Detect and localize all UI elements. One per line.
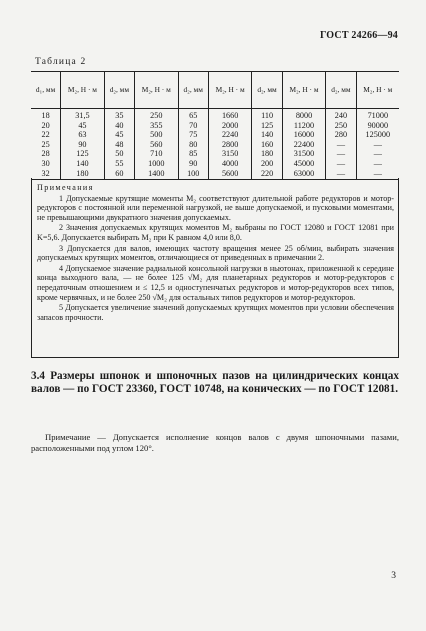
table-cell: 250 [326, 121, 356, 131]
table-cell: 4000 [208, 159, 252, 169]
torque-table [31, 71, 399, 180]
table-cell: — [356, 169, 399, 180]
column-header: M₂, Н · м [356, 72, 399, 109]
section-3-4-text: 3.4 Размеры шпонок и шпоночных пазов на цилиндрических концах валов — по ГОСТ 23360, ГОСТ 10748, на конических — по ГОСТ 12081. [31, 370, 399, 396]
final-note: Примечание — Допускается исполнение концов валов с двумя шпоночными пазами, расположенными под углом 120°. [31, 432, 399, 453]
table-cell: 45 [104, 130, 134, 140]
table-cell: 2000 [208, 121, 252, 131]
table-cell: 200 [252, 159, 282, 169]
table-cell: 90 [61, 140, 105, 150]
note-item: 4 Допускаемое значение радиальной консольной нагрузки в ньютонах, приложенной к середине конца выходного вала, — не более 125 √M₂ для планетарных редукторов и мотор-редукторов с передаточным отношением и ≤ 12,5 и одноступенчатых редукторов и мотор-редукторов всех типов, кроме червячных, и не более 250 √M₂ для остальных типов редукторов и мотор-редукторов. [37, 263, 394, 302]
note-item: 3 Допускается для валов, имеющих частоту вращения менее 25 об/мин, выбирать значения допускаемых крутящих моментов, отличающиеся от приведенных в примечании 2. [37, 243, 394, 263]
table-cell: — [356, 149, 399, 159]
table-row [31, 109, 399, 121]
column-header: d₂, мм [252, 72, 282, 109]
table-cell: 3150 [208, 149, 252, 159]
table-cell: 45 [61, 121, 105, 131]
table-cell: — [326, 159, 356, 169]
column-header: d₂, мм [178, 72, 208, 109]
table-cell: 180 [61, 169, 105, 180]
column-header: M₂, Н · м [282, 72, 326, 109]
table-cell: 55 [104, 159, 134, 169]
table-row [31, 130, 399, 140]
table-cell: 90 [178, 159, 208, 169]
table-cell: 280 [326, 130, 356, 140]
table-cell: 1000 [135, 159, 179, 169]
note-item: 1 Допускаемые крутящие моменты M₂ соответствуют длительной работе редукторов и мотор-редукторов с постоянной или переменной нагрузкой, не выше допускаемой, и пусковыми моментами, не превышающими двукратного значения допускаемых. [37, 193, 394, 222]
table-cell: 240 [326, 109, 356, 121]
table-cell: 71000 [356, 109, 399, 121]
table-cell: 560 [135, 140, 179, 150]
table-cell: 710 [135, 149, 179, 159]
table-cell: 160 [252, 140, 282, 150]
table-cell: 110 [252, 109, 282, 121]
table-cell: 65 [178, 109, 208, 121]
table-title: Таблица 2 [35, 57, 87, 67]
table-header-row [31, 72, 399, 109]
table-cell: 2800 [208, 140, 252, 150]
table-cell: 250 [135, 109, 179, 121]
table-cell: 85 [178, 149, 208, 159]
table-cell: — [356, 140, 399, 150]
table-cell: 18 [41, 111, 50, 120]
note-item: 2 Значения допускаемых крутящих моментов M₂ выбраны по ГОСТ 12080 и ГОСТ 12081 при K=5,6. Допускается выбирать M₂ при K равном 4,0 или 8,0. [37, 223, 394, 242]
table-cell: 140 [252, 130, 282, 140]
table-cell: 11200 [282, 121, 326, 131]
table-body [31, 109, 399, 180]
table-cell: 75 [178, 130, 208, 140]
table-cell: 63 [61, 130, 105, 140]
standard-code: ГОСТ 24266—94 [319, 30, 398, 41]
table-cell: 50 [104, 149, 134, 159]
table-cell: 35 [104, 109, 134, 121]
table-cell: 30 [41, 158, 50, 168]
column-header: M₂, Н · м [61, 72, 105, 109]
table-row [31, 159, 399, 169]
table-cell: 8000 [282, 109, 326, 121]
column-header: d₁, мм [31, 72, 61, 109]
table-cell: 16000 [282, 130, 326, 140]
table-row [31, 140, 399, 150]
table-cell: 125000 [356, 130, 399, 140]
table-cell: 40 [104, 121, 134, 131]
table-cell: 90000 [356, 121, 399, 131]
table-cell: 100 [178, 169, 208, 180]
table-cell: 5600 [208, 169, 252, 180]
table-cell: 180 [252, 149, 282, 159]
table-cell: 60 [104, 169, 134, 180]
table-cell: 125 [61, 149, 105, 159]
table-cell: 31,5 [61, 109, 105, 121]
table-cell: 32 [31, 169, 61, 180]
table-cell: 500 [135, 130, 179, 140]
table-cell: 125 [252, 121, 282, 131]
column-header: d₂, мм [104, 72, 134, 109]
table-cell: 1660 [208, 109, 252, 121]
table-row [31, 149, 399, 159]
table-cell: — [356, 159, 399, 169]
table-cell: 45000 [282, 159, 326, 169]
notes-box [31, 178, 399, 358]
column-header: M₂, Н · м [208, 72, 252, 109]
table-cell: 63000 [282, 169, 326, 180]
table-cell: 2240 [208, 130, 252, 140]
table-row [31, 121, 399, 131]
table-cell: 80 [178, 140, 208, 150]
table-cell: 22 [41, 130, 50, 140]
table-cell: 220 [252, 169, 282, 180]
table-cell: 48 [104, 140, 134, 150]
table-cell: — [326, 149, 356, 159]
table-cell: 25 [41, 139, 50, 149]
table-cell: — [326, 140, 356, 150]
table-cell: 20 [41, 120, 50, 130]
table-cell: 70 [178, 121, 208, 131]
column-header: d₂, мм [326, 72, 356, 109]
page-number: 3 [391, 571, 396, 581]
table-cell: 31500 [282, 149, 326, 159]
note-item: 5 Допускается увеличение значений допускаемых крутящих моментов при условии обеспечения запасов прочности. [37, 303, 394, 322]
table-cell: 22400 [282, 140, 326, 150]
table-cell: 140 [61, 159, 105, 169]
table-cell: 355 [135, 121, 179, 131]
table-cell: 28 [41, 149, 50, 159]
column-header: M₂, Н · м [135, 72, 179, 109]
table-cell: — [326, 169, 356, 180]
notes-heading: Примечания [37, 183, 94, 192]
table-cell: 1400 [135, 169, 179, 180]
